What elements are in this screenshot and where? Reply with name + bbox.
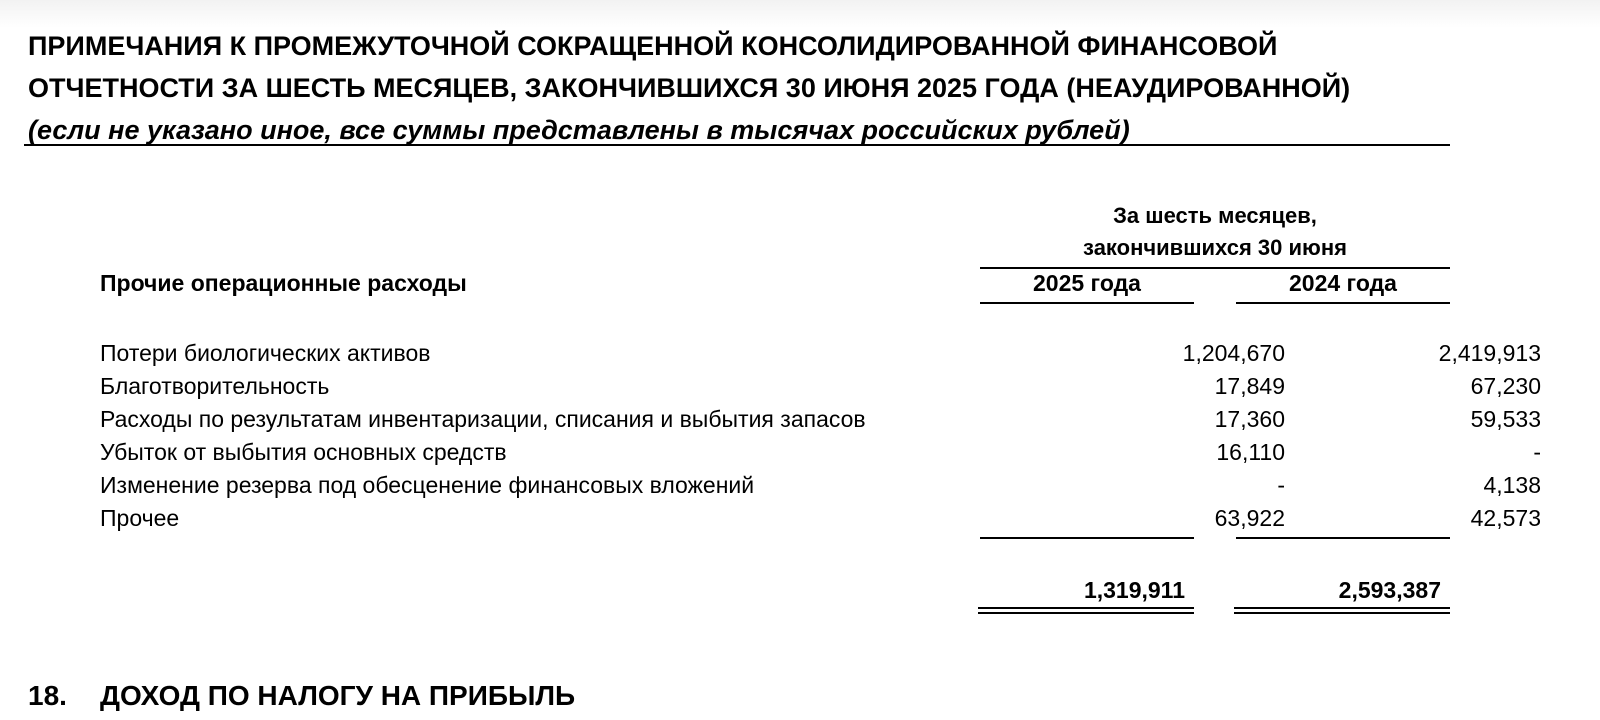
- row-label: Потери биологических активов: [100, 340, 431, 366]
- table-row: [100, 340, 1541, 373]
- top-shadow: [0, 0, 1600, 28]
- table-row: [100, 406, 1541, 439]
- subtotal-rule-2025: [980, 537, 1194, 539]
- row-label: Прочее: [100, 505, 180, 531]
- row-value-2025: 17,849: [1214, 373, 1285, 399]
- table-row: [100, 373, 1541, 406]
- row-label: Изменение резерва под обесценение финансовых вложений: [100, 472, 755, 498]
- table-row: [100, 505, 1541, 538]
- total-2024: 2,593,387: [1338, 577, 1441, 603]
- header-title-line-2: ОТЧЕТНОСТИ ЗА ШЕСТЬ МЕСЯЦЕВ, ЗАКОНЧИВШИХСЯ 30 ИЮНЯ 2025 ГОДА (НЕАУДИРОВАННОЙ): [28, 73, 1351, 103]
- column-header-2025-underline: [980, 302, 1194, 304]
- table-row: [100, 472, 1541, 505]
- note-title: ДОХОД ПО НАЛОГУ НА ПРИБЫЛЬ: [100, 680, 576, 711]
- total-double-rule-2024: [1234, 607, 1450, 614]
- row-value-2025: -: [1277, 472, 1285, 498]
- total-2025: 1,319,911: [1083, 577, 1185, 603]
- row-value-2024: 2,419,913: [1438, 340, 1541, 366]
- table-title: Прочие операционные расходы: [100, 270, 467, 296]
- row-value-2025: 63,922: [1214, 505, 1285, 531]
- column-header-2024-underline: [1236, 302, 1450, 304]
- subtotal-rule-2024: [1236, 537, 1450, 539]
- row-label: Благотворительность: [100, 373, 330, 399]
- table-row: [100, 439, 1541, 472]
- next-note-heading: [28, 680, 575, 712]
- row-value-2025: 16,110: [1216, 439, 1285, 465]
- header-divider: [24, 144, 1450, 146]
- document-header: [28, 25, 1428, 151]
- row-label: Убыток от выбытия основных средств: [100, 439, 507, 465]
- period-caption-line-2: закончившихся 30 июня: [1083, 235, 1347, 260]
- column-header-2024: 2024 года: [1289, 270, 1397, 296]
- row-value-2024: 67,230: [1470, 373, 1541, 399]
- row-value-2024: 4,138: [1483, 472, 1541, 498]
- row-label: Расходы по результатам инвентаризации, списания и выбытия запасов: [100, 406, 866, 432]
- row-value-2024: 59,533: [1470, 406, 1541, 432]
- column-header-2025: 2025 года: [1033, 270, 1141, 296]
- row-value-2025: 17,360: [1214, 406, 1285, 432]
- header-title-line-1: ПРИМЕЧАНИЯ К ПРОМЕЖУТОЧНОЙ СОКРАЩЕННОЙ КОНСОЛИДИРОВАННОЙ ФИНАНСОВОЙ: [28, 31, 1278, 61]
- period-underline: [980, 267, 1450, 269]
- row-value-2025: 1,204,670: [1182, 340, 1285, 366]
- period-caption-line-1: За шесть месяцев,: [1113, 203, 1317, 228]
- note-number: 18.: [28, 680, 67, 711]
- header-subtitle: (если не указано иное, все суммы представлены в тысячах российских рублей): [28, 115, 1130, 145]
- row-value-2024: -: [1533, 439, 1541, 465]
- total-double-rule-2025: [978, 607, 1194, 614]
- row-value-2024: 42,573: [1470, 505, 1541, 531]
- expense-table: [100, 340, 1541, 538]
